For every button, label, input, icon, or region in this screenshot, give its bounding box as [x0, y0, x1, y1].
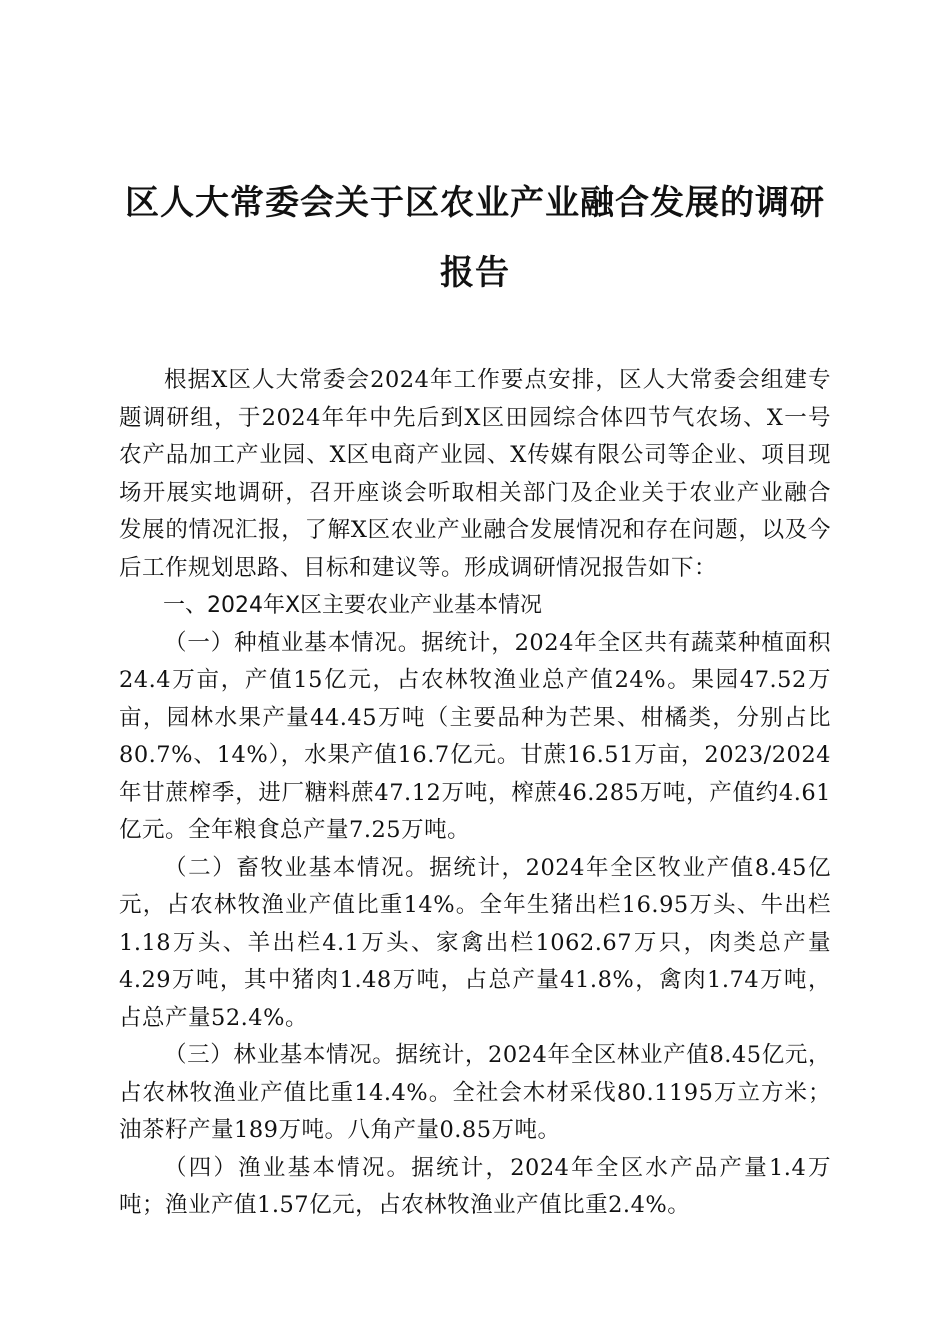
document-body	[119, 362, 831, 1225]
title-line-1: 区人大常委会关于区农业产业融合发展的调研	[125, 183, 825, 223]
subsection-planting-text: 据统计，2024年全区共有蔬菜种植面积24.4万亩，产值15亿元，占农林牧渔业总产值24%。果园47.52万亩，园林水果产量44.45万吨（主要品种为芒果、柑橘类，分别占比80.7%、14%），水果产值16.7亿元。甘蔗16.51万亩，2023/2024年甘蔗榨季，进厂糖料蔗47.12万吨，榨蔗46.285万吨，产值约4.61亿元。全年粮食总产量7.25万吨。	[119, 629, 831, 843]
subsection-planting	[119, 625, 831, 850]
subsection-fishery-text: 据统计，2024年全区水产品产量1.4万吨；渔业产值1.57亿元，占农林牧渔业产值比重2.4%。	[119, 1154, 831, 1218]
subsection-livestock-lead: （二）畜牧业基本情况。	[164, 854, 430, 881]
document-title	[100, 168, 850, 308]
subsection-forestry	[119, 1037, 831, 1150]
intro-paragraph: 根据X区人大常委会2024年工作要点安排，区人大常委会组建专题调研组，于2024年年中先后到X区田园综合体四节气农场、X一号农产品加工产业园、X区电商产业园、X传媒有限公司等企业、项目现场开展实地调研，召开座谈会听取相关部门及企业关于农业产业融合发展的情况汇报，了解X区农业产业融合发展情况和存在问题，以及今后工作规划思路、目标和建议等。形成调研情况报告如下：	[119, 367, 831, 581]
subsection-planting-lead: （一）种植业基本情况。	[164, 629, 422, 656]
subsection-fishery-lead: （四）渔业基本情况。	[164, 1154, 412, 1181]
subsection-livestock-text: 据统计，2024年全区牧业产值8.45亿元，占农林牧渔业产值比重14%。全年生猪出栏16.95万头、牛出栏1.18万头、羊出栏4.1万头、家禽出栏1062.67万只，肉类总产量4.29万吨，其中猪肉1.48万吨，占总产量41.8%，禽肉1.74万吨，占总产量52.4%。	[119, 854, 831, 1031]
subsection-livestock	[119, 850, 831, 1038]
title-line-2: 报告	[440, 253, 510, 293]
section-heading-1: 一、2024年X区主要农业产业基本情况	[163, 593, 543, 618]
subsection-forestry-lead: （三）林业基本情况。	[164, 1042, 396, 1068]
subsection-fishery	[119, 1150, 831, 1225]
subsection-forestry-text: 据统计，2024年全区林业产值8.45亿元，占农林牧渔业产值比重14.4%。全社会木材采伐80.1195万立方米；油茶籽产量189万吨。八角产量0.85万吨。	[119, 1042, 831, 1143]
